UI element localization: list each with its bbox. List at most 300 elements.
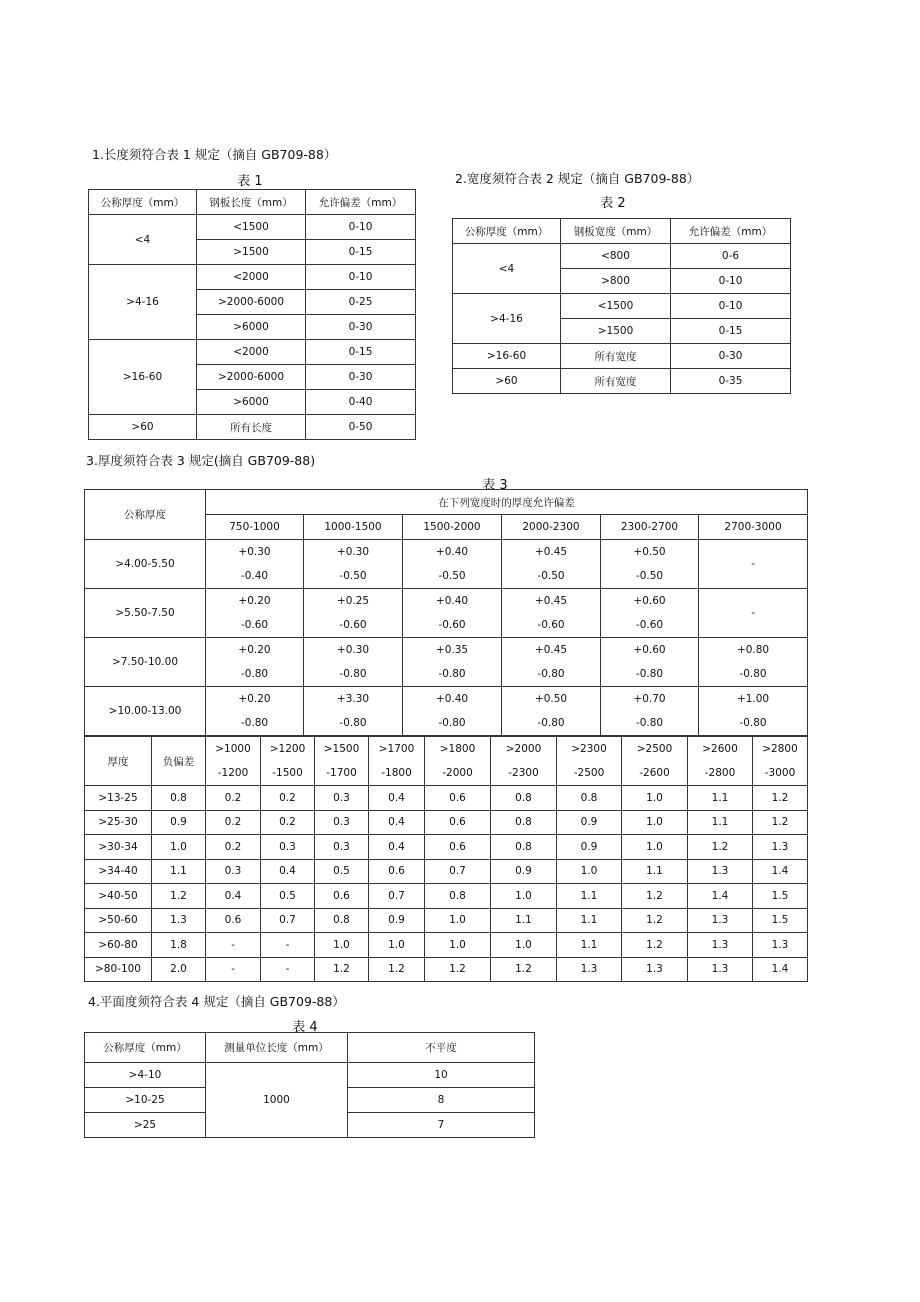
plus-tolerance: +0.40: [435, 546, 469, 558]
minus-tolerance: -0.60: [339, 619, 367, 631]
thickness-cell: >25-30: [85, 810, 152, 835]
value-cell: 1.2: [315, 957, 369, 982]
tolerance-cell: [601, 638, 699, 687]
plus-tolerance: +0.45: [534, 546, 568, 558]
range-cell: >800: [561, 269, 671, 294]
minus-tolerance: -0.60: [537, 619, 565, 631]
value-cell: 0.3: [206, 859, 261, 884]
table4-flatness: [84, 1032, 535, 1138]
tolerance-cell: [502, 687, 601, 736]
tolerance-cell: 0-30: [306, 315, 416, 340]
width-to: -3000: [764, 767, 796, 779]
value-cell: 1.3: [688, 859, 753, 884]
range-cell: >6000: [197, 315, 306, 340]
flatness-cell: 8: [348, 1088, 535, 1113]
value-cell: 1.2: [688, 835, 753, 860]
thickness-cell: >4.00-5.50: [85, 540, 206, 589]
value-cell: 0.4: [369, 810, 425, 835]
tolerance-cell: 0-6: [671, 244, 791, 269]
tolerance-cell: [502, 589, 601, 638]
thickness-cell: >40-50: [85, 884, 152, 909]
tolerance-cell: [403, 589, 502, 638]
thickness-cell: >5.50-7.50: [85, 589, 206, 638]
width-header: 1500-2000: [403, 515, 502, 540]
table-row: [85, 687, 808, 736]
value-cell: 0.8: [425, 884, 491, 909]
width-to: -2600: [639, 767, 670, 779]
minus-tolerance: -0.80: [339, 668, 367, 680]
range-cell: 所有宽度: [561, 369, 671, 394]
plus-tolerance: +0.40: [435, 693, 469, 705]
minus-tolerance: -0.80: [438, 717, 466, 729]
table-row: [85, 859, 808, 884]
table-row: [453, 294, 791, 319]
table-row: [453, 244, 791, 269]
width-header: 2700-3000: [699, 515, 808, 540]
width-from: >1500: [323, 743, 360, 755]
value-cell: 1.0: [622, 810, 688, 835]
tolerance-cell: 0-15: [306, 240, 416, 265]
range-cell: <1500: [197, 215, 306, 240]
table1-caption: 表 1: [237, 174, 263, 189]
value-cell: 1.1: [491, 908, 557, 933]
minus-tolerance: -0.80: [240, 668, 269, 680]
plus-tolerance: +0.30: [238, 546, 271, 558]
width-header: [206, 737, 261, 786]
plus-tolerance: +0.70: [633, 693, 666, 705]
value-cell: 0.2: [206, 835, 261, 860]
width-from: >1200: [269, 743, 306, 755]
minus-tolerance: -0.50: [635, 570, 664, 582]
value-cell: 1.1: [688, 786, 753, 811]
column-header: 钢板长度（mm）: [197, 190, 306, 215]
value-cell: 1.3: [688, 908, 753, 933]
tolerance-cell: [601, 687, 699, 736]
width-header: [491, 737, 557, 786]
range-cell: <2000: [197, 265, 306, 290]
value-cell: 0.9: [557, 810, 622, 835]
minus-tolerance: -0.80: [739, 717, 767, 729]
width-header: [622, 737, 688, 786]
value-cell: 0.9: [152, 810, 206, 835]
minus-tolerance: -0.50: [438, 570, 466, 582]
tolerance-cell: 0-50: [306, 415, 416, 440]
value-cell: 1.3: [753, 835, 808, 860]
plus-tolerance: +0.45: [534, 595, 568, 607]
tolerance-cell: [601, 540, 699, 589]
value-cell: 0.2: [261, 810, 315, 835]
value-cell: 1.0: [622, 786, 688, 811]
value-cell: 0.2: [206, 810, 261, 835]
range-cell: >6000: [197, 390, 306, 415]
flatness-cell: 7: [348, 1113, 535, 1138]
tolerance-cell: [304, 638, 403, 687]
value-cell: 1.3: [622, 957, 688, 982]
value-cell: 1.2: [622, 933, 688, 958]
value-cell: 0.9: [491, 859, 557, 884]
header-row: [453, 219, 791, 244]
header-row: [85, 737, 808, 786]
thickness-cell: >50-60: [85, 908, 152, 933]
plus-tolerance: +0.35: [435, 644, 469, 656]
minus-tolerance: -0.40: [240, 570, 269, 582]
value-cell: 1.3: [688, 933, 753, 958]
width-header: 1000-1500: [304, 515, 403, 540]
tolerance-cell: -: [699, 589, 808, 638]
width-header: [557, 737, 622, 786]
minus-tolerance: -0.80: [537, 668, 565, 680]
minus-tolerance: -0.80: [635, 717, 664, 729]
width-header: [369, 737, 425, 786]
width-to: -2500: [573, 767, 605, 779]
minus-tolerance: -0.60: [240, 619, 269, 631]
value-cell: -: [206, 933, 261, 958]
value-cell: 0.5: [261, 884, 315, 909]
thickness-cell: >10-25: [85, 1088, 206, 1113]
table4-caption: 表 4: [292, 1020, 318, 1035]
column-header: 公称厚度（mm）: [453, 219, 561, 244]
value-cell: 1.3: [152, 908, 206, 933]
plus-tolerance: +0.45: [534, 644, 568, 656]
value-cell: 1.0: [622, 835, 688, 860]
value-cell: 1.0: [425, 908, 491, 933]
minus-tolerance: -0.50: [339, 570, 367, 582]
thickness-cell: >13-25: [85, 786, 152, 811]
value-cell: 0.7: [425, 859, 491, 884]
minus-tolerance: -0.80: [635, 668, 664, 680]
minus-tolerance: -0.80: [438, 668, 466, 680]
header-row: [85, 1033, 535, 1063]
tolerance-cell: [304, 589, 403, 638]
thickness-cell: <4: [89, 215, 197, 265]
width-header: [753, 737, 808, 786]
section2-heading: 2.宽度须符合表 2 规定（摘自 GB709-88）: [455, 171, 700, 186]
value-cell: 1.0: [491, 933, 557, 958]
thickness-cell: >25: [85, 1113, 206, 1138]
value-cell: 1.1: [152, 859, 206, 884]
plus-tolerance: +0.25: [336, 595, 370, 607]
column-header: 允许偏差（mm）: [306, 190, 416, 215]
width-from: >1700: [378, 743, 415, 755]
range-cell: <1500: [561, 294, 671, 319]
column-header: 钢板宽度（mm）: [561, 219, 671, 244]
value-cell: 1.0: [152, 835, 206, 860]
thickness-cell: >16-60: [453, 344, 561, 369]
table3-thickness-negative-tolerance: [84, 736, 808, 982]
tolerance-cell: [206, 638, 304, 687]
value-cell: 0.8: [315, 908, 369, 933]
value-cell: 1.0: [491, 884, 557, 909]
value-cell: 0.6: [206, 908, 261, 933]
range-cell: >1500: [561, 319, 671, 344]
tolerance-cell: [601, 589, 699, 638]
value-cell: 1.2: [753, 786, 808, 811]
tolerance-cell: [403, 540, 502, 589]
tolerance-cell: [502, 540, 601, 589]
value-cell: 0.4: [206, 884, 261, 909]
value-cell: 0.6: [369, 859, 425, 884]
value-cell: 1.3: [688, 957, 753, 982]
value-cell: -: [261, 933, 315, 958]
value-cell: 1.1: [557, 884, 622, 909]
range-cell: 所有长度: [197, 415, 306, 440]
plus-tolerance: +0.60: [633, 595, 666, 607]
value-cell: 0.6: [425, 786, 491, 811]
tolerance-cell: 0-25: [306, 290, 416, 315]
width-from: >1800: [439, 743, 476, 755]
range-cell: >2000-6000: [197, 290, 306, 315]
table2-width-tolerance: [452, 218, 791, 394]
table-row: [85, 933, 808, 958]
value-cell: 0.2: [261, 786, 315, 811]
table1-length-tolerance: [88, 189, 416, 440]
tolerance-cell: [403, 687, 502, 736]
thickness-cell: >60: [453, 369, 561, 394]
value-cell: -: [261, 957, 315, 982]
minus-tolerance: -0.60: [438, 619, 466, 631]
value-cell: 0.3: [315, 786, 369, 811]
value-cell: 0.8: [491, 786, 557, 811]
plus-tolerance: +0.80: [736, 644, 770, 656]
tolerance-cell: -: [699, 540, 808, 589]
plus-tolerance: +0.30: [336, 644, 370, 656]
width-from: >2800: [762, 743, 798, 755]
plus-tolerance: +0.50: [534, 693, 568, 705]
tolerance-cell: [304, 687, 403, 736]
minus-tolerance: -0.60: [635, 619, 664, 631]
table-row: [89, 415, 416, 440]
width-from: >2500: [636, 743, 673, 755]
value-cell: 1.3: [557, 957, 622, 982]
width-from: >2000: [505, 743, 542, 755]
corner-header: 公称厚度: [85, 490, 206, 540]
value-cell: 0.8: [491, 810, 557, 835]
value-cell: 1.2: [369, 957, 425, 982]
value-cell: 0.6: [425, 835, 491, 860]
column-header: 公称厚度（mm）: [89, 190, 197, 215]
thickness-cell: >60-80: [85, 933, 152, 958]
flatness-cell: 10: [348, 1063, 535, 1088]
unit-length-cell: 1000: [206, 1063, 348, 1138]
thickness-cell: <4: [453, 244, 561, 294]
table-row: [453, 344, 791, 369]
table-row: [89, 340, 416, 365]
value-cell: 1.5: [753, 908, 808, 933]
span-header: 在下列宽度时的厚度允许偏差: [206, 490, 808, 515]
tolerance-cell: [403, 638, 502, 687]
table2-caption: 表 2: [600, 196, 626, 211]
plus-tolerance: +0.60: [633, 644, 666, 656]
thickness-cell: >4-16: [89, 265, 197, 340]
value-cell: 1.1: [688, 810, 753, 835]
width-from: >2600: [702, 743, 738, 755]
width-header: [425, 737, 491, 786]
tolerance-cell: 0-30: [306, 365, 416, 390]
range-cell: >1500: [197, 240, 306, 265]
thickness-cell: >34-40: [85, 859, 152, 884]
width-header: [688, 737, 753, 786]
value-cell: 2.0: [152, 957, 206, 982]
value-cell: 1.2: [491, 957, 557, 982]
value-cell: 1.8: [152, 933, 206, 958]
minus-tolerance: -0.50: [537, 570, 565, 582]
tolerance-cell: 0-10: [306, 265, 416, 290]
header-row: [85, 490, 808, 515]
section1-heading: 1.长度须符合表 1 规定（摘自 GB709-88）: [92, 147, 337, 162]
width-to: -1800: [381, 767, 412, 779]
value-cell: 1.0: [369, 933, 425, 958]
value-cell: 0.4: [261, 859, 315, 884]
width-header: 2300-2700: [601, 515, 699, 540]
value-cell: 1.0: [425, 933, 491, 958]
width-to: -2000: [442, 767, 473, 779]
value-cell: 0.5: [315, 859, 369, 884]
tolerance-cell: 0-10: [671, 294, 791, 319]
value-cell: 0.2: [206, 786, 261, 811]
tolerance-cell: 0-15: [671, 319, 791, 344]
plus-tolerance: +1.00: [736, 693, 770, 705]
thickness-cell: >60: [89, 415, 197, 440]
table3-thickness-tolerance: [84, 489, 808, 736]
tolerance-cell: [206, 687, 304, 736]
plus-tolerance: +0.30: [336, 546, 370, 558]
table3-caption: 表 3: [482, 478, 508, 493]
value-cell: 1.2: [425, 957, 491, 982]
table-row: [85, 884, 808, 909]
value-cell: 1.1: [557, 908, 622, 933]
header-row: [89, 190, 416, 215]
minus-tolerance: -0.80: [240, 717, 269, 729]
thickness-cell: >80-100: [85, 957, 152, 982]
table-row: [453, 369, 791, 394]
column-header: 测量单位长度（mm）: [206, 1033, 348, 1063]
value-cell: 0.8: [491, 835, 557, 860]
value-cell: 1.4: [688, 884, 753, 909]
value-cell: 1.2: [622, 908, 688, 933]
minus-tolerance: -0.80: [739, 668, 767, 680]
tolerance-cell: 0-10: [671, 269, 791, 294]
section3-heading: 3.厚度须符合表 3 规定(摘自 GB709-88): [86, 453, 316, 468]
thickness-cell: >30-34: [85, 835, 152, 860]
value-cell: 0.4: [369, 835, 425, 860]
value-cell: 0.9: [557, 835, 622, 860]
value-cell: 0.8: [152, 786, 206, 811]
value-cell: 1.2: [753, 810, 808, 835]
value-cell: 0.7: [369, 884, 425, 909]
tolerance-cell: [699, 638, 808, 687]
width-to: -1200: [217, 767, 249, 779]
column-header: 公称厚度（mm）: [85, 1033, 206, 1063]
width-from: >2300: [571, 743, 607, 755]
value-cell: 1.0: [315, 933, 369, 958]
column-header: 负偏差: [152, 737, 206, 786]
width-to: -1700: [326, 767, 357, 779]
value-cell: 0.8: [557, 786, 622, 811]
width-to: -2300: [508, 767, 539, 779]
width-to: -1500: [272, 767, 303, 779]
table-row: [85, 786, 808, 811]
table-row: [89, 215, 416, 240]
thickness-cell: >4-16: [453, 294, 561, 344]
table-row: [85, 908, 808, 933]
column-header: 厚度: [85, 737, 152, 786]
value-cell: 0.9: [369, 908, 425, 933]
value-cell: 0.7: [261, 908, 315, 933]
tolerance-cell: [304, 540, 403, 589]
value-cell: 1.4: [753, 957, 808, 982]
width-header: [315, 737, 369, 786]
range-cell: >2000-6000: [197, 365, 306, 390]
plus-tolerance: +0.20: [238, 644, 271, 656]
width-header: [261, 737, 315, 786]
thickness-cell: >10.00-13.00: [85, 687, 206, 736]
value-cell: 0.6: [315, 884, 369, 909]
tolerance-cell: [699, 687, 808, 736]
tolerance-cell: 0-15: [306, 340, 416, 365]
range-cell: <2000: [197, 340, 306, 365]
thickness-cell: >16-60: [89, 340, 197, 415]
plus-tolerance: +3.30: [336, 693, 370, 705]
section4-heading: 4.平面度须符合表 4 规定（摘自 GB709-88）: [88, 994, 345, 1009]
plus-tolerance: +0.20: [238, 595, 271, 607]
table-row: [85, 835, 808, 860]
value-cell: -: [206, 957, 261, 982]
tolerance-cell: [206, 589, 304, 638]
value-cell: 1.1: [557, 933, 622, 958]
plus-tolerance: +0.50: [633, 546, 666, 558]
value-cell: 1.1: [622, 859, 688, 884]
tolerance-cell: 0-30: [671, 344, 791, 369]
value-cell: 1.2: [622, 884, 688, 909]
tolerance-cell: 0-35: [671, 369, 791, 394]
width-from: >1000: [215, 743, 251, 755]
value-cell: 1.0: [557, 859, 622, 884]
plus-tolerance: +0.20: [238, 693, 271, 705]
tolerance-cell: 0-10: [306, 215, 416, 240]
value-cell: 1.3: [753, 933, 808, 958]
table-row: [85, 589, 808, 638]
column-header: 允许偏差（mm）: [671, 219, 791, 244]
tolerance-cell: [502, 638, 601, 687]
value-cell: 1.4: [753, 859, 808, 884]
tolerance-cell: [206, 540, 304, 589]
value-cell: 0.3: [315, 810, 369, 835]
table-row: [85, 540, 808, 589]
width-to: -2800: [704, 767, 736, 779]
value-cell: 0.6: [425, 810, 491, 835]
minus-tolerance: -0.80: [537, 717, 565, 729]
range-cell: <800: [561, 244, 671, 269]
value-cell: 0.3: [315, 835, 369, 860]
width-header: 750-1000: [206, 515, 304, 540]
value-cell: 0.3: [261, 835, 315, 860]
plus-tolerance: +0.40: [435, 595, 469, 607]
column-header: 不平度: [348, 1033, 535, 1063]
table-row: [89, 265, 416, 290]
range-cell: 所有宽度: [561, 344, 671, 369]
thickness-cell: >7.50-10.00: [85, 638, 206, 687]
minus-tolerance: -0.80: [339, 717, 367, 729]
thickness-cell: >4-10: [85, 1063, 206, 1088]
width-header: 2000-2300: [502, 515, 601, 540]
table-row: [85, 1063, 535, 1088]
tolerance-cell: 0-40: [306, 390, 416, 415]
table-row: [85, 957, 808, 982]
table-row: [85, 638, 808, 687]
table-row: [85, 810, 808, 835]
value-cell: 1.2: [152, 884, 206, 909]
value-cell: 0.4: [369, 786, 425, 811]
